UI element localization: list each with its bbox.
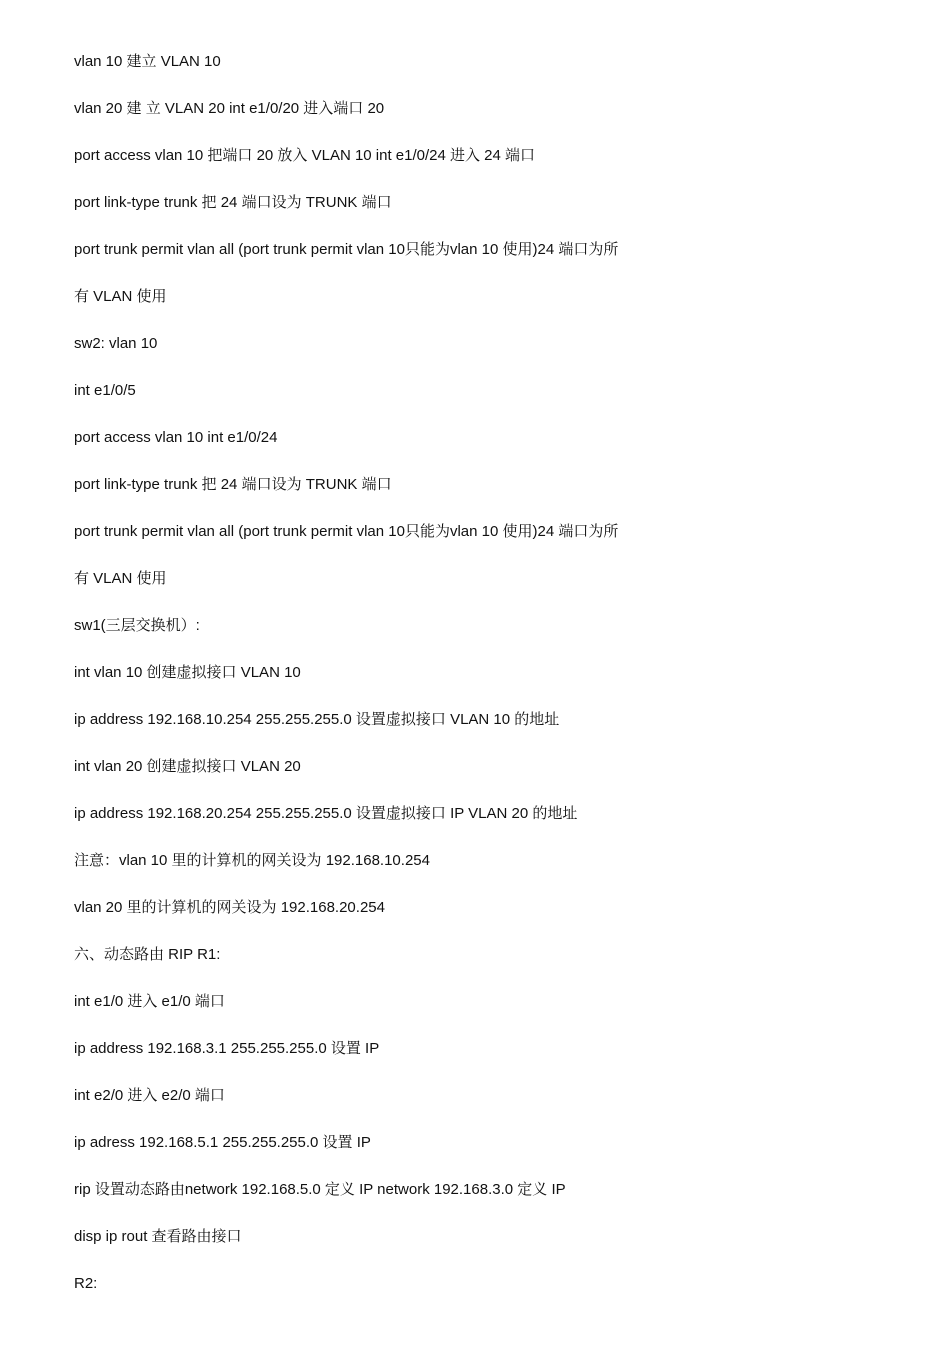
text-line-vlan10-create: vlan 10 建立 VLAN 10 [74, 53, 221, 70]
text-line-trunk-permit: port trunk permit vlan all (port trunk permit vlan 10只能为vlan 10 使用)24 端口为所 [74, 241, 619, 258]
text-line-sw2-port-access: port access vlan 10 int e1/0/24 [74, 429, 278, 446]
text-line-int-vlan10: int vlan 10 创建虚拟接口 VLAN 10 [74, 664, 301, 681]
text-line-ip-e2-0: ip adress 192.168.5.1 255.255.255.0 设置 IP [74, 1134, 371, 1151]
text-line-sw2-trunk-permit: port trunk permit vlan all (port trunk permit vlan 10只能为vlan 10 使用)24 端口为所 [74, 523, 619, 540]
document-body [74, 52, 894, 1321]
text-line-port-trunk-type: port link-type trunk 把 24 端口设为 TRUNK 端口 [74, 194, 392, 211]
text-line-disp-ip-rout: disp ip rout 查看路由接口 [74, 1228, 242, 1245]
text-line-section-rip: 六、动态路由 RIP R1: [74, 946, 221, 963]
text-line-rip-network: rip 设置动态路由network 192.168.5.0 定义 IP network 192.168.3.0 定义 IP [74, 1181, 566, 1198]
text-line-trunk-permit-cont: 有 VLAN 使用 [74, 288, 167, 305]
text-line-sw1-heading: sw1(三层交换机）: [74, 617, 200, 634]
text-line-int-vlan20: int vlan 20 创建虚拟接口 VLAN 20 [74, 758, 301, 775]
text-line-sw2-trunk-permit-cont: 有 VLAN 使用 [74, 570, 167, 587]
text-line-port-access-vlan10: port access vlan 10 把端口 20 放入 VLAN 10 int e1/0/24 进入 24 端口 [74, 147, 536, 164]
text-line-ip-vlan10: ip address 192.168.10.254 255.255.255.0 设置虚拟接口 VLAN 10 的地址 [74, 711, 560, 728]
text-line-int-e2-0: int e2/0 进入 e2/0 端口 [74, 1087, 225, 1104]
text-line-vlan20-create: vlan 20 建 立 VLAN 20 int e1/0/20 进入端口 20 [74, 100, 385, 117]
text-line-note-gateway-20: vlan 20 里的计算机的网关设为 192.168.20.254 [74, 899, 385, 916]
text-line-note-gateway-10: 注意：vlan 10 里的计算机的网关设为 192.168.10.254 [74, 852, 430, 869]
text-line-r2-heading: R2: [74, 1275, 98, 1292]
text-line-sw2-trunk-type: port link-type trunk 把 24 端口设为 TRUNK 端口 [74, 476, 392, 493]
text-line-sw2-heading: sw2: vlan 10 [74, 335, 158, 352]
text-line-int-e1-0-5: int e1/0/5 [74, 382, 136, 399]
text-line-ip-e1-0: ip address 192.168.3.1 255.255.255.0 设置 IP [74, 1040, 380, 1057]
text-line-int-e1-0: int e1/0 进入 e1/0 端口 [74, 993, 225, 1010]
text-line-ip-vlan20: ip address 192.168.20.254 255.255.255.0 设置虚拟接口 IP VLAN 20 的地址 [74, 805, 578, 822]
